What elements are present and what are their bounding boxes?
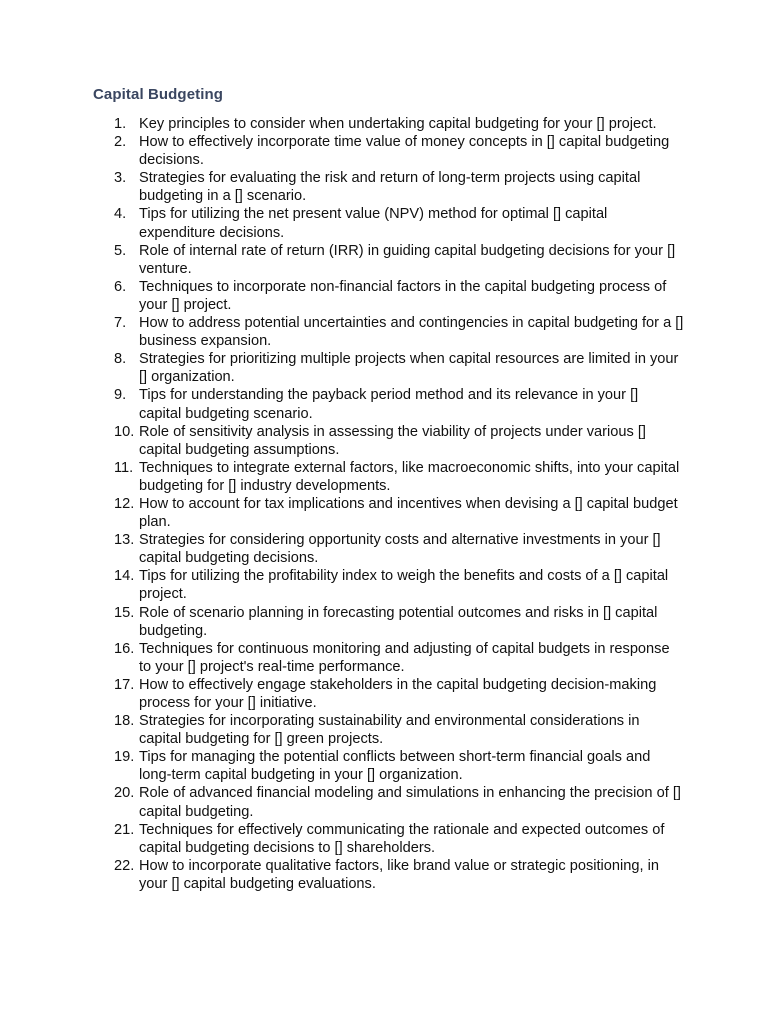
list-item-number: 18. [114,713,135,730]
list-item [114,423,684,459]
list-item-number: 5. [114,242,127,259]
list-item-text: Strategies for prioritizing multiple projects when capital resources are limited in your [] organization. [139,351,679,386]
list-item-number: 15. [114,604,135,621]
list-item [114,676,684,712]
list-item-number: 9. [114,387,127,404]
list-item [114,459,684,495]
list-item [114,784,684,820]
list-item [114,604,684,640]
list-item [114,205,684,241]
list-item [114,386,684,422]
list-item-number: 6. [114,278,127,295]
list-item [114,712,684,748]
list-item-number: 16. [114,640,135,657]
list-item-text: How to account for tax implications and incentives when devising a [] capital budget plan. [139,495,678,531]
list-item-text: Role of advanced financial modeling and simulations in enhancing the precision of [] capital budgeting. [139,785,681,820]
list-item [114,133,684,169]
document-heading: Capital Budgeting [93,86,224,103]
list-item-text: Strategies for considering opportunity costs and alternative investments in your [] capital budgeting decisions. [139,532,661,567]
list-item [114,821,684,857]
list-item [114,115,684,133]
list-item [114,169,684,205]
list-item-text: Role of sensitivity analysis in assessing the viability of projects under various [] capital budgeting assumptions. [139,423,646,458]
list-item-text: How to effectively incorporate time value of money concepts in [] capital budgeting decisions. [139,134,670,169]
list-item-text: How to address potential uncertainties and contingencies in capital budgeting for a [] business expansion. [139,315,684,350]
list-item-number: 20. [114,785,135,802]
list-item [114,640,684,676]
list-item [114,242,684,278]
list-item-number: 12. [114,495,135,512]
list-item [114,278,684,314]
list-item-number: 22. [114,857,135,874]
list-item-number: 11. [114,459,134,476]
list-item [114,314,684,350]
list-item-number: 21. [114,821,135,838]
list-item-text: Key principles to consider when undertaking capital budgeting for your [] project. [139,116,657,132]
numbered-list [114,115,684,893]
list-item-number: 13. [114,532,135,549]
list-item [114,567,684,603]
list-item-number: 8. [114,351,127,368]
list-item-text: Tips for managing the potential conflicts between short-term financial goals and long-term capital budgeting in your [] organization. [139,749,651,784]
list-item-text: Techniques for effectively communicating the rationale and expected outcomes of capital budgeting decisions to [] shareholders. [139,821,665,856]
list-item-text: Role of internal rate of return (IRR) in guiding capital budgeting decisions for your [] venture. [139,242,676,277]
list-item [114,748,684,784]
list-item [114,495,684,531]
list-item-number: 2. [114,134,127,151]
list-item-number: 14. [114,568,135,585]
list-item-text: Strategies for evaluating the risk and return of long-term projects using capital budgeting in a [] scenario. [139,170,641,205]
list-item-number: 1. [114,116,127,132]
list-item-number: 10. [114,423,135,440]
list-item-text: How to incorporate qualitative factors, like brand value or strategic positioning, in your [] capital budgeting evaluations. [139,857,659,892]
list-item-text: Techniques for continuous monitoring and adjusting of capital budgets in response to your [] project's real-time performance. [139,640,670,675]
list-item-number: 3. [114,170,127,187]
list-item-text: Techniques to integrate external factors, like macroeconomic shifts, into your capital budgeting for [] industry developments. [139,459,680,494]
list-item-text: Techniques to incorporate non-financial factors in the capital budgeting process of your [] project. [139,278,667,313]
list-item-number: 7. [114,315,127,332]
list-item-text: Role of scenario planning in forecasting potential outcomes and risks in [] capital budgeting. [139,604,658,639]
list-item [114,531,684,567]
list-item-text: Strategies for incorporating sustainability and environmental considerations in capital budgeting for [] green projects. [139,713,640,748]
list-item-number: 19. [114,749,135,766]
list-item-text: How to effectively engage stakeholders in the capital budgeting decision-making process for your [] initiative. [139,676,657,711]
list-item-text: Tips for utilizing the profitability index to weigh the benefits and costs of a [] capital project. [139,568,669,603]
list-item-text: Tips for understanding the payback period method and its relevance in your [] capital budgeting scenario. [139,387,639,422]
list-item-text: Tips for utilizing the net present value (NPV) method for optimal [] capital expenditure decisions. [139,206,608,241]
list-item [114,857,684,893]
list-item [114,350,684,386]
list-item-number: 17. [114,676,135,693]
list-item-number: 4. [114,206,127,223]
